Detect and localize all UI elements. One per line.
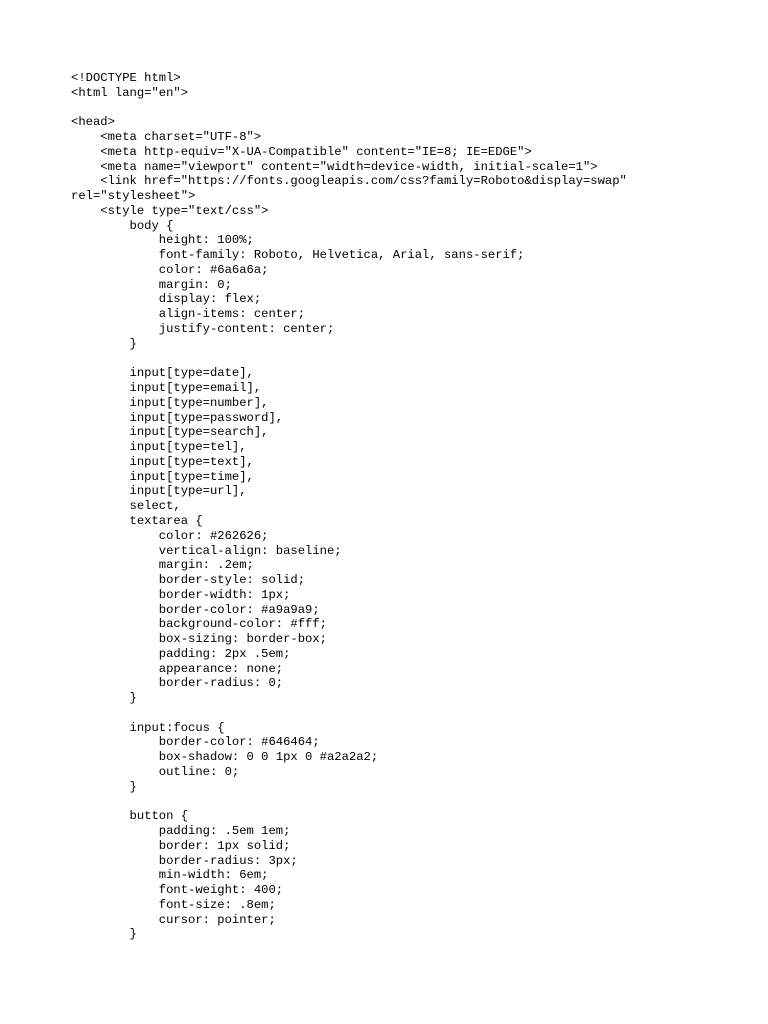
code-line: input:focus { — [71, 720, 225, 735]
code-line — [71, 706, 768, 721]
code-line: display: flex; — [71, 292, 262, 307]
code-line: } — [71, 927, 137, 942]
code-line: input[type=text], — [71, 454, 254, 469]
code-line: <meta charset="UTF-8"> — [71, 130, 262, 145]
code-line: border-color: #646464; — [71, 735, 320, 750]
code-line: border-radius: 0; — [71, 676, 284, 691]
code-line: box-shadow: 0 0 1px 0 #a2a2a2; — [71, 750, 379, 765]
code-line: border-width: 1px; — [71, 587, 291, 602]
code-line: <html lang="en"> — [71, 85, 189, 100]
code-line: height: 100%; — [71, 233, 254, 248]
code-line: button { — [71, 809, 189, 824]
code-line: body { — [71, 218, 174, 233]
code-line: vertical-align: baseline; — [71, 543, 342, 558]
code-line: border-style: solid; — [71, 573, 306, 588]
code-line: padding: .5em 1em; — [71, 824, 291, 839]
code-line: border-radius: 3px; — [71, 853, 298, 868]
code-line — [71, 101, 768, 116]
code-line: font-size: .8em; — [71, 897, 276, 912]
code-line: select, — [71, 499, 181, 514]
code-line: <!DOCTYPE html> — [71, 71, 181, 85]
code-line: <style type="text/css"> — [71, 203, 269, 218]
code-line: input[type=number], — [71, 395, 269, 410]
code-line: outline: 0; — [71, 764, 240, 779]
code-line: border-color: #a9a9a9; — [71, 602, 320, 617]
code-line: input[type=password], — [71, 410, 284, 425]
code-line: } — [71, 691, 137, 706]
code-line: textarea { — [71, 513, 203, 528]
code-line: align-items: center; — [71, 307, 306, 322]
code-line: } — [71, 779, 137, 794]
code-line: font-family: Roboto, Helvetica, Arial, sans-serif; — [71, 248, 525, 263]
code-line: color: #262626; — [71, 528, 269, 543]
code-line: background-color: #fff; — [71, 617, 327, 632]
code-line: appearance: none; — [71, 661, 284, 676]
code-line: margin: 0; — [71, 277, 232, 292]
code-line: cursor: pointer; — [71, 912, 276, 927]
code-line: input[type=time], — [71, 469, 254, 484]
code-line: input[type=email], — [71, 381, 262, 396]
code-line: box-sizing: border-box; — [71, 632, 327, 647]
code-line — [71, 352, 768, 367]
code-line: input[type=tel], — [71, 440, 247, 455]
code-document — [71, 71, 768, 1024]
code-line: } — [71, 336, 137, 351]
code-line: padding: 2px .5em; — [71, 646, 291, 661]
code-line: margin: .2em; — [71, 558, 254, 573]
code-line: input[type=search], — [71, 425, 269, 440]
code-line: <meta http-equiv="X-UA-Compatible" content="IE=8; IE=EDGE"> — [71, 144, 532, 159]
code-line: font-weight: 400; — [71, 883, 284, 898]
code-line: color: #6a6a6a; — [71, 262, 269, 277]
code-line: <meta name="viewport" content="width=device-width, initial-scale=1"> — [71, 159, 598, 174]
code-line: input[type=url], — [71, 484, 247, 499]
code-line: <head> — [71, 115, 115, 130]
code-line — [71, 795, 768, 810]
code-line: min-width: 6em; — [71, 868, 269, 883]
code-line: rel="stylesheet"> — [71, 189, 196, 204]
code-line: input[type=date], — [71, 366, 254, 381]
code-line: border: 1px solid; — [71, 838, 291, 853]
code-line: <link href="https://fonts.googleapis.com/css?family=Roboto&display=swap" — [71, 174, 627, 189]
code-line: justify-content: center; — [71, 322, 335, 337]
